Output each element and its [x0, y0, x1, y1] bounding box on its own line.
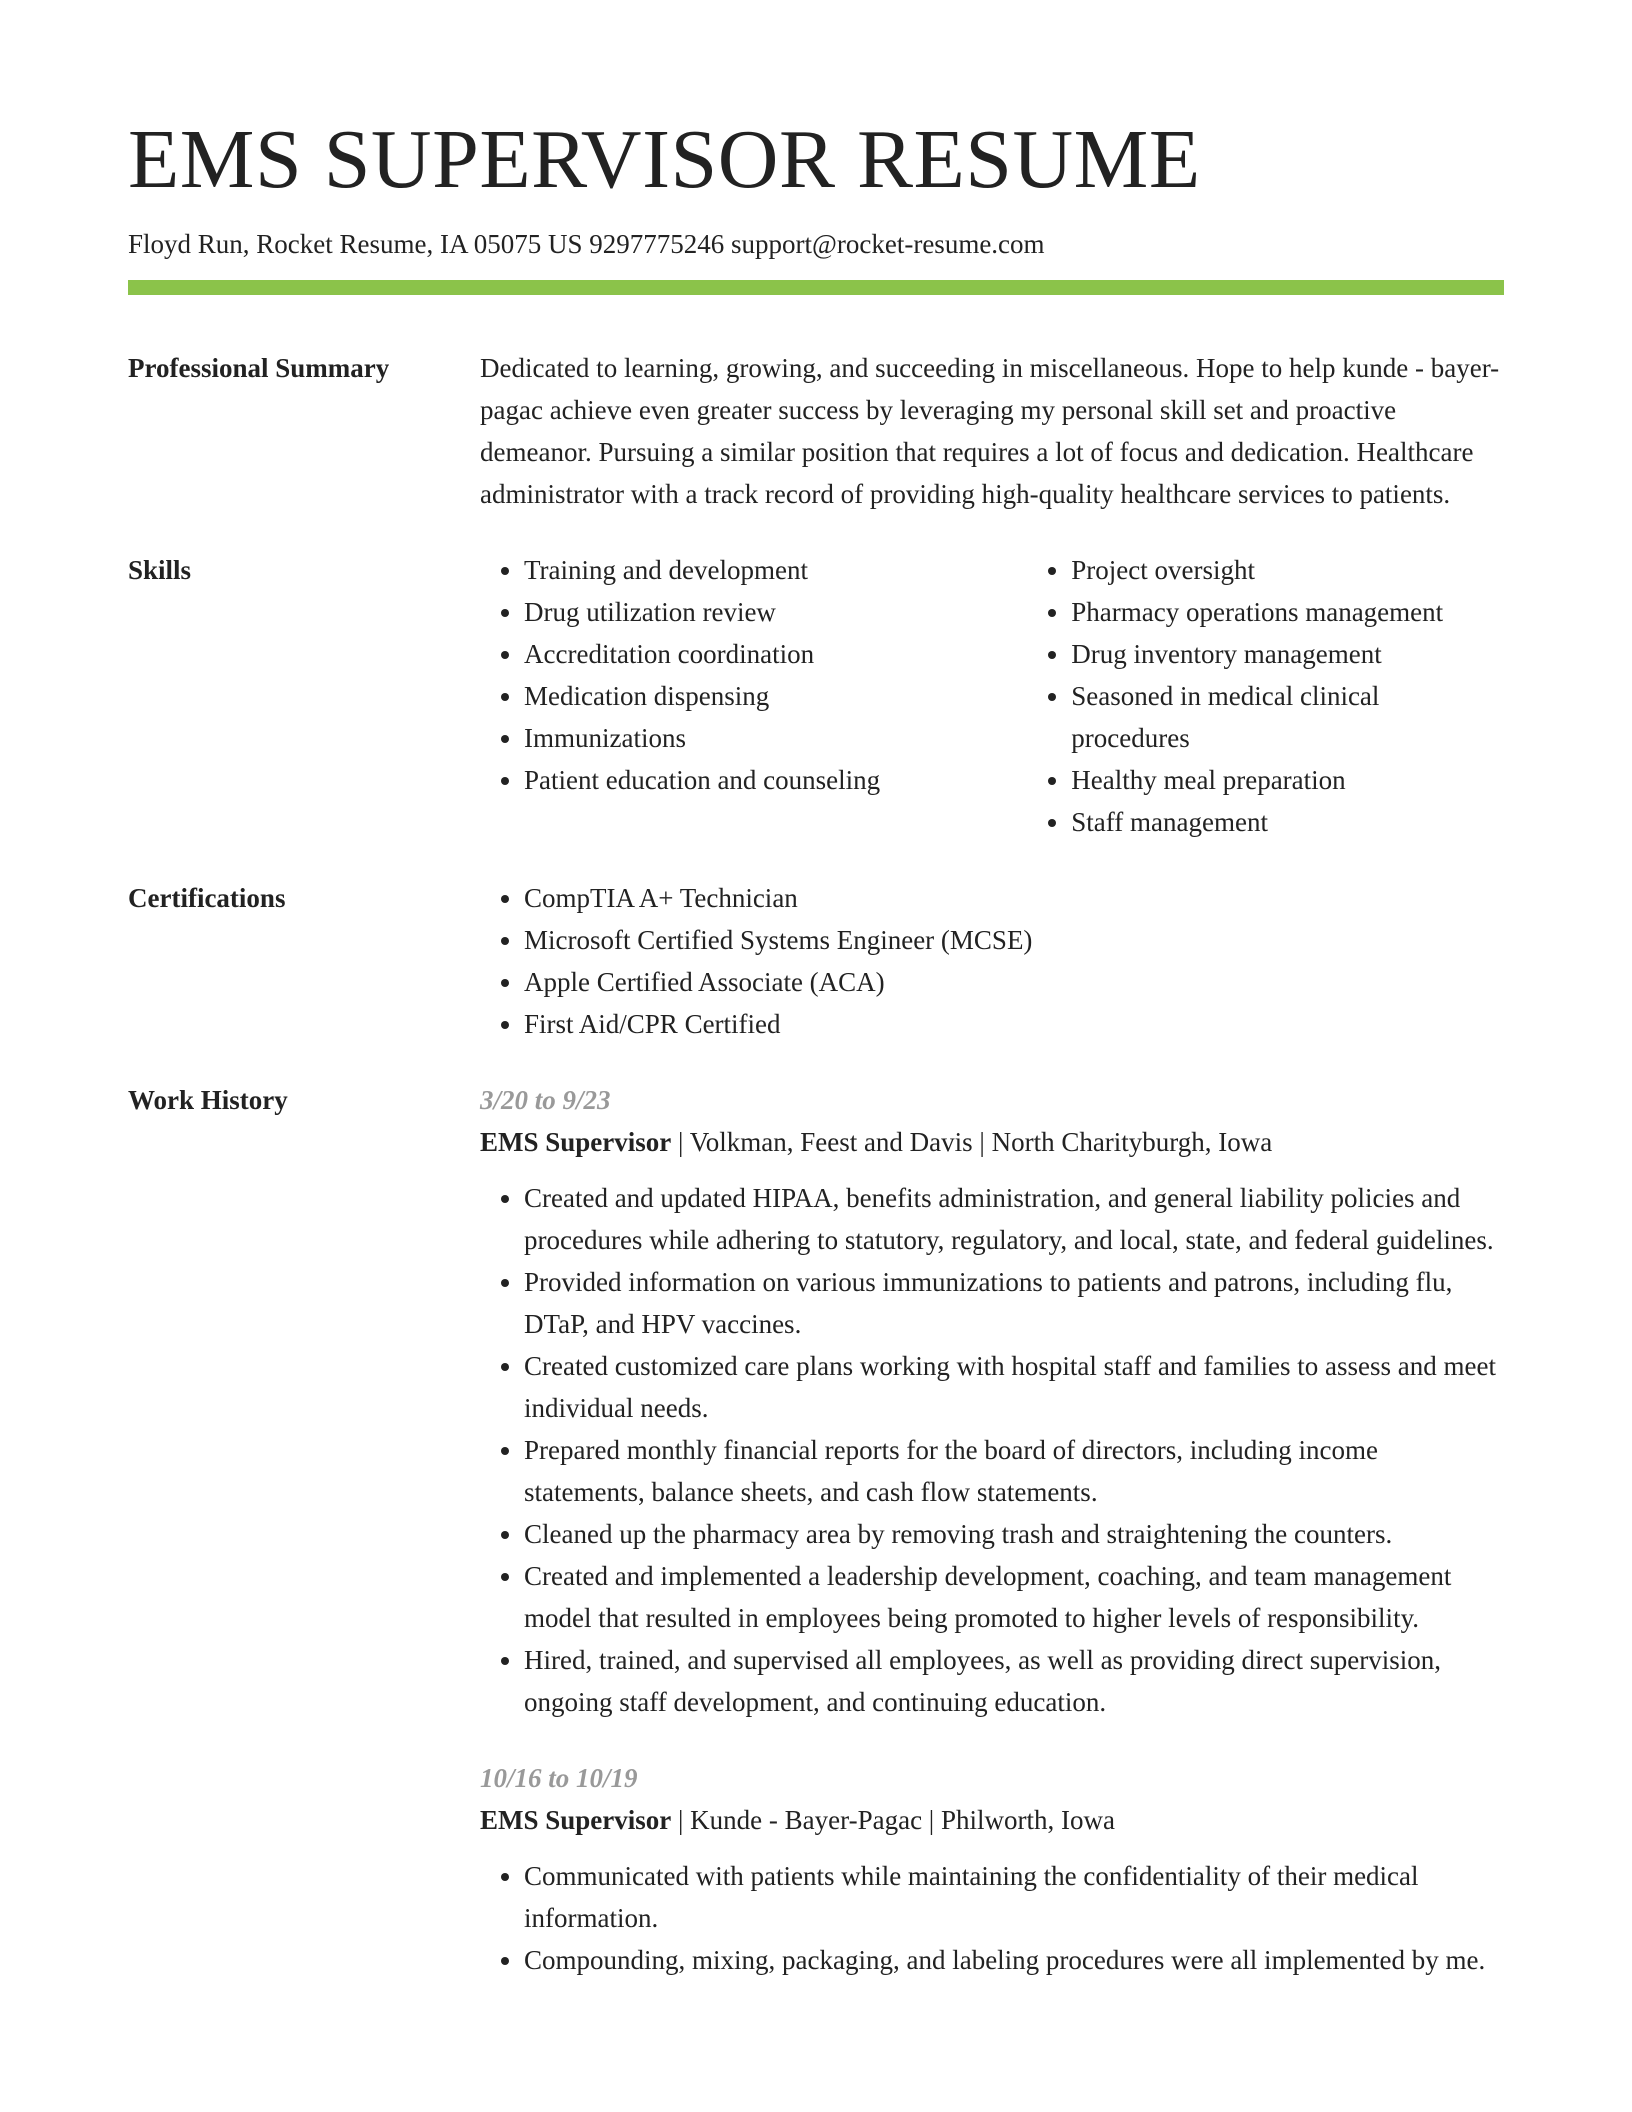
skills-columns	[480, 549, 1504, 843]
job-role-line	[480, 1799, 1504, 1841]
resume-title: EMS SUPERVISOR RESUME	[128, 113, 1201, 206]
job-title: EMS Supervisor	[480, 1127, 672, 1158]
contact-email: support@rocket-resume.com	[731, 229, 1045, 259]
certifications-body	[480, 877, 1504, 1045]
job-entry	[480, 1757, 1504, 1981]
list-item: • Pharmacy operations management	[1071, 591, 1504, 633]
list-item: • Compounding, mixing, packaging, and labeling procedures were all implemented by me.	[524, 1939, 1504, 1981]
list-item: • Seasoned in medical clinical procedures	[1071, 675, 1504, 759]
summary-text: Dedicated to learning, growing, and succeeding in miscellaneous. Hope to help kunde - bayer-pagac achieve even greater success by leveraging my personal skill set and proactive demeanor. Pursuing a similar position that requires a lot of focus and dedication. Healthcare administrator with a track record of providing high-quality healthcare services to patients.	[480, 353, 1500, 510]
list-item: • Medication dispensing	[524, 675, 1027, 717]
job-details: | Kunde - Bayer-Pagac | Philworth, Iowa	[671, 1805, 1115, 1836]
work-history-section	[128, 1079, 1504, 1981]
list-item: • Project oversight	[1071, 549, 1504, 591]
list-item: • Created customized care plans working with hospital staff and families to assess and meet individual needs.	[524, 1345, 1504, 1429]
section-label-certifications: Certifications	[128, 883, 286, 914]
list-item: • Created and implemented a leadership development, coaching, and team management model that resulted in employees being promoted to higher levels of responsibility.	[524, 1555, 1504, 1639]
contact-line	[128, 228, 1504, 260]
resume-page	[128, 113, 1504, 1981]
job-bullets	[480, 1855, 1504, 1981]
summary-section	[128, 347, 1504, 515]
skills-list-left	[480, 549, 1027, 843]
list-item: • Communicated with patients while maintaining the confidentiality of their medical information.	[524, 1855, 1504, 1939]
header-divider	[128, 280, 1504, 295]
list-item: • Training and development	[524, 549, 1027, 591]
list-item: • Created and updated HIPAA, benefits administration, and general liability policies and procedures while adhering to statutory, regulatory, and local, state, and federal guidelines.	[524, 1177, 1504, 1261]
job-dates: 3/20 to 9/23	[480, 1085, 611, 1116]
section-label-skills: Skills	[128, 555, 192, 586]
list-item: • Drug inventory management	[1071, 633, 1504, 675]
certifications-list	[480, 877, 1504, 1045]
job-entry	[480, 1079, 1504, 1723]
list-item: • Hired, trained, and supervised all employees, as well as providing direct supervision, ongoing staff development, and continuing education.	[524, 1639, 1504, 1723]
list-item: • Staff management	[1071, 801, 1504, 843]
skills-section	[128, 549, 1504, 843]
list-item: • Drug utilization review	[524, 591, 1027, 633]
section-label-summary: Professional Summary	[128, 353, 390, 384]
list-item: • CompTIA A+ Technician	[524, 877, 1504, 919]
job-dates: 10/16 to 10/19	[480, 1763, 638, 1794]
list-item: • Patient education and counseling	[524, 759, 1027, 801]
job-bullets	[480, 1177, 1504, 1723]
list-item: • First Aid/CPR Certified	[524, 1003, 1504, 1045]
job-details: | Volkman, Feest and Davis | North Charityburgh, Iowa	[671, 1127, 1273, 1158]
list-item: • Apple Certified Associate (ACA)	[524, 961, 1504, 1003]
list-item: • Cleaned up the pharmacy area by removing trash and straightening the counters.	[524, 1513, 1504, 1555]
list-item: • Prepared monthly financial reports for the board of directors, including income statements, balance sheets, and cash flow statements.	[524, 1429, 1504, 1513]
contact-phone: 9297775246	[589, 229, 725, 259]
section-label-work-history: Work History	[128, 1085, 288, 1116]
list-item: • Microsoft Certified Systems Engineer (MCSE)	[524, 919, 1504, 961]
contact-address: Floyd Run, Rocket Resume, IA 05075 US	[128, 229, 583, 259]
certifications-section	[128, 877, 1504, 1045]
list-item: • Accreditation coordination	[524, 633, 1027, 675]
list-item: • Immunizations	[524, 717, 1027, 759]
skills-list-right	[1027, 549, 1504, 843]
job-role-line	[480, 1121, 1504, 1163]
job-title: EMS Supervisor	[480, 1805, 672, 1836]
work-history-body	[480, 1079, 1504, 1981]
list-item: • Provided information on various immunizations to patients and patrons, including flu, DTaP, and HPV vaccines.	[524, 1261, 1504, 1345]
list-item: • Healthy meal preparation	[1071, 759, 1504, 801]
